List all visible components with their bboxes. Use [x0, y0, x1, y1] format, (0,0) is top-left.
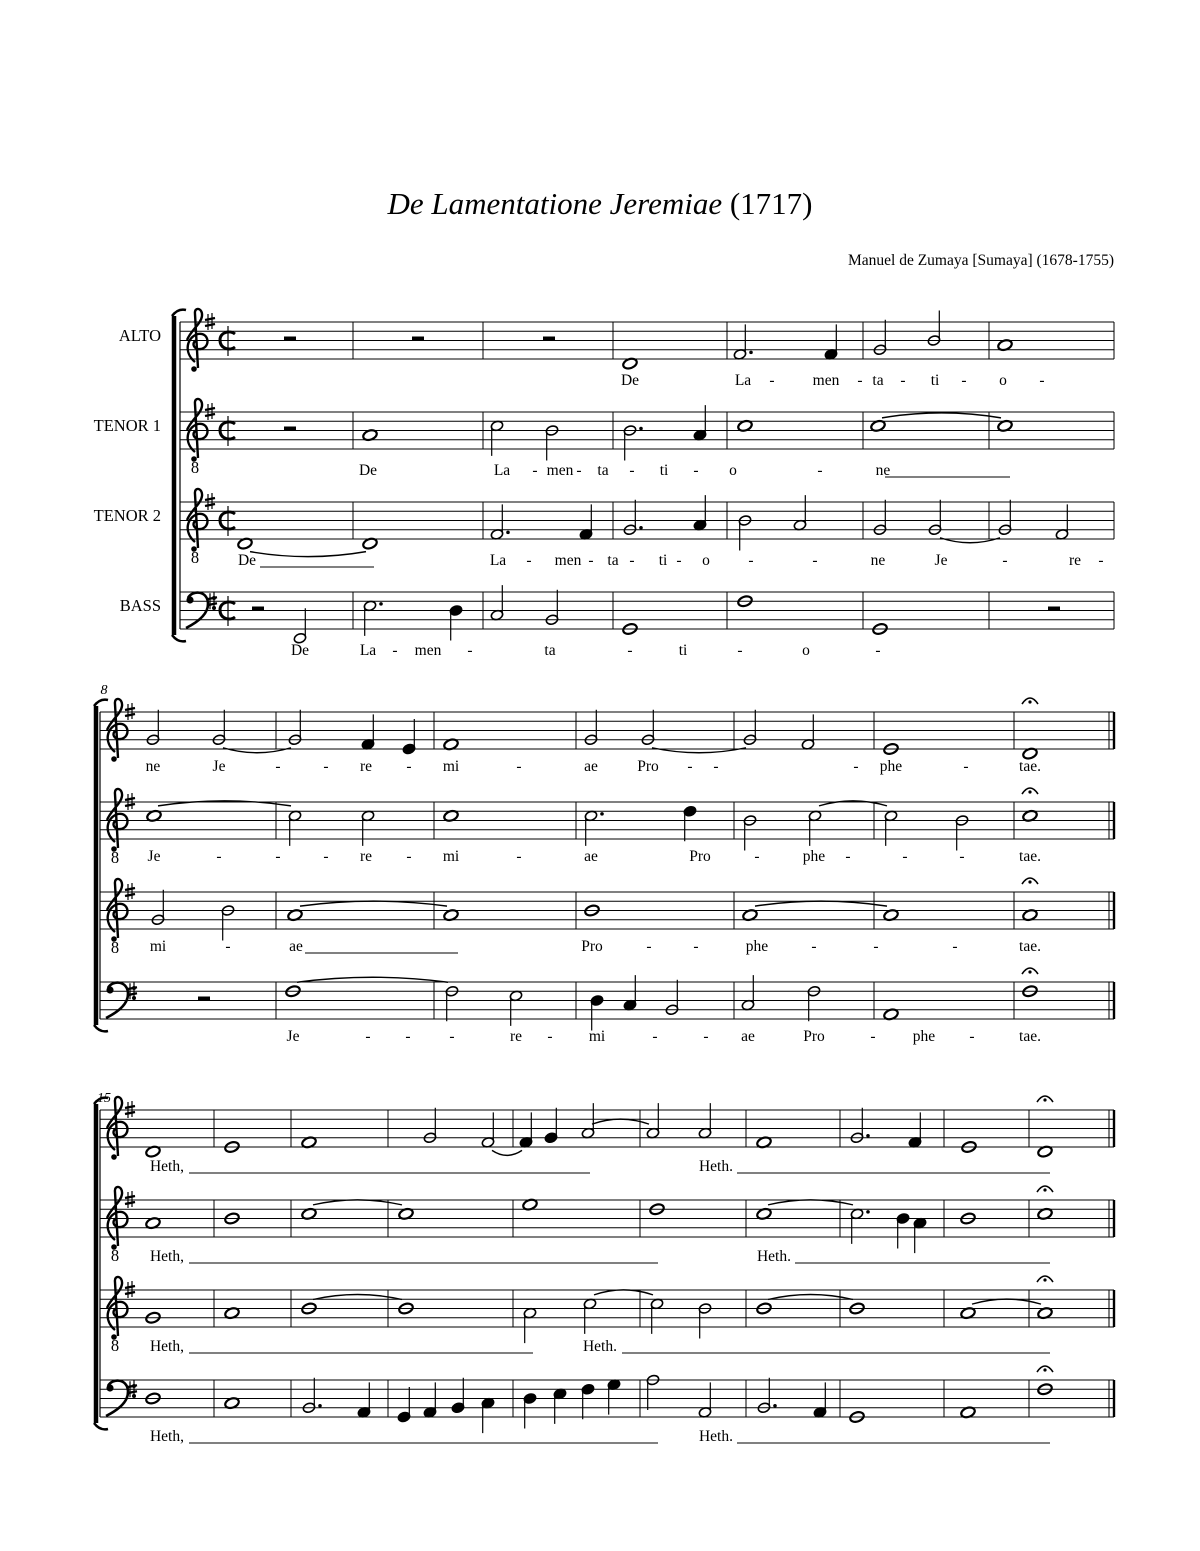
sharp-bar: [125, 888, 135, 890]
lyric-syllable: mi: [442, 848, 460, 865]
note: [641, 710, 655, 746]
lyric-syllable: -: [405, 1028, 411, 1045]
lyric-syllable: ta: [872, 372, 884, 389]
lyric-syllable: -: [737, 642, 743, 659]
lyric-syllable: -: [392, 642, 398, 659]
note: [623, 425, 643, 461]
sharp-bar: [125, 1106, 135, 1108]
note: [738, 515, 752, 551]
note: [646, 1374, 660, 1410]
treble-clef-icon: [107, 789, 127, 867]
sharp-bar: [205, 504, 215, 506]
lyric-syllable: Pro: [637, 758, 659, 775]
dot: [749, 351, 753, 355]
voice-label: ALTO: [118, 326, 161, 345]
lyric-syllable: re: [509, 1028, 523, 1045]
note: [793, 495, 807, 531]
lyric-syllable: -: [526, 552, 532, 569]
octave-mark: 8: [190, 548, 200, 567]
lyric-syllable: -: [627, 642, 633, 659]
note: [650, 1298, 664, 1334]
sharp-bar: [125, 1196, 135, 1198]
half-rest-icon: [284, 427, 296, 431]
note: [523, 1393, 537, 1429]
lyric-syllable: -: [963, 758, 969, 775]
lyric-syllable: -: [703, 1028, 709, 1045]
lyric-syllable: re: [359, 758, 373, 775]
lyric-syllable: ta: [607, 552, 619, 569]
fermata-dot: [1028, 970, 1031, 973]
lyric-syllable: Pro: [689, 848, 711, 865]
lyric-syllable: -: [853, 758, 859, 775]
note: [873, 500, 887, 536]
lyric-syllable: ti: [658, 552, 668, 569]
half-rest-icon: [198, 997, 210, 1001]
fermata-dot: [1043, 1278, 1046, 1281]
note: [449, 605, 463, 641]
note: [481, 1397, 495, 1433]
fermata-dot: [1028, 790, 1031, 793]
lyric-syllable: -: [873, 938, 879, 955]
treble-clef-dot: [111, 1154, 117, 1160]
sharp-bar: [205, 324, 215, 326]
lyric-syllable: -: [902, 848, 908, 865]
lyric-syllable: Heth,: [149, 1158, 185, 1175]
composer-credit: Manuel de Zumaya [Sumaya] (1678-1755): [847, 252, 1114, 269]
note: [423, 1108, 437, 1144]
sharp-bar: [125, 1112, 135, 1114]
lyric-syllable: Heth.: [698, 1158, 734, 1175]
note: [733, 324, 753, 360]
note: [523, 1307, 537, 1343]
tie: [882, 413, 1001, 418]
note: [683, 805, 697, 841]
lyric-syllable: -: [845, 848, 851, 865]
note: [151, 890, 165, 926]
sharp-bar: [205, 498, 215, 500]
note: [519, 1112, 533, 1148]
treble-clef-icon: [107, 1277, 127, 1355]
lyric-syllable: ti: [930, 372, 940, 389]
bass-clef-head: [106, 986, 113, 993]
note: [623, 500, 643, 536]
note: [481, 1112, 495, 1148]
half-rest-icon: [1048, 607, 1060, 611]
lyric-syllable: Heth.: [698, 1428, 734, 1445]
lyric-syllable: men: [554, 552, 582, 569]
sharp-bar: [125, 798, 135, 800]
lyric-syllable: ae: [584, 848, 598, 865]
note: [544, 1108, 558, 1144]
lyric-syllable: tae.: [1019, 758, 1041, 775]
lyric-syllable: ae: [584, 758, 598, 775]
note: [824, 324, 838, 360]
note: [363, 600, 383, 636]
lyric-syllable: -: [676, 552, 682, 569]
bass-clef-head: [186, 596, 193, 603]
note: [584, 710, 598, 746]
note: [590, 995, 604, 1031]
note: [545, 590, 559, 626]
note: [693, 405, 707, 441]
lyric-syllable: -: [449, 1028, 455, 1045]
bracket-bottom: [94, 1025, 108, 1031]
sharp-bar: [125, 894, 135, 896]
note: [607, 1379, 621, 1415]
lyric-syllable: -: [532, 462, 538, 479]
sharp-bar: [205, 414, 215, 416]
octave-mark: 8: [110, 1246, 120, 1265]
treble-clef-dot: [111, 756, 117, 762]
note: [445, 985, 459, 1021]
fermata-dot: [1043, 1098, 1046, 1101]
treble-clef-dot: [191, 366, 197, 372]
note: [1055, 504, 1069, 540]
lyric-syllable: phe: [912, 1028, 936, 1045]
fermata-dot: [1028, 880, 1031, 883]
note: [698, 1103, 712, 1139]
note: [896, 1213, 910, 1249]
lyric-syllable: Je: [212, 758, 226, 775]
bracket-bottom: [172, 635, 186, 641]
fermata-dot: [1043, 1368, 1046, 1371]
lyric-syllable: -: [1002, 552, 1008, 569]
lyric-syllable: Pro: [581, 938, 603, 955]
note: [397, 1387, 411, 1423]
tie: [313, 1200, 402, 1205]
lyric-syllable: -: [275, 848, 281, 865]
fermata-dot: [1043, 1188, 1046, 1191]
lyric-syllable: -: [467, 642, 473, 659]
lyric-syllable: -: [516, 848, 522, 865]
lyric-syllable: -: [323, 758, 329, 775]
note: [553, 1388, 567, 1424]
lyric-syllable: De: [620, 372, 640, 389]
lyric-syllable: phe: [802, 848, 826, 865]
lyric-syllable: -: [629, 462, 635, 479]
note: [288, 810, 302, 846]
note: [913, 1217, 927, 1253]
note: [146, 710, 160, 746]
sharp-bar: [205, 408, 215, 410]
lyric-syllable: -: [516, 758, 522, 775]
note: [490, 585, 504, 621]
lyric-syllable: phe: [879, 758, 903, 775]
note: [579, 504, 593, 540]
lyric-syllable: o: [999, 372, 1007, 389]
bass-clef-head: [106, 1384, 113, 1391]
bracket-top: [172, 310, 186, 316]
lyric-syllable: -: [1039, 372, 1045, 389]
note: [884, 810, 898, 846]
note: [955, 815, 969, 851]
octave-mark: 8: [190, 458, 200, 477]
lyric-syllable: -: [652, 1028, 658, 1045]
lyric-syllable: mi: [149, 938, 167, 955]
lyric-syllable: -: [959, 848, 965, 865]
lyric-syllable: -: [811, 938, 817, 955]
lyric-syllable: -: [748, 552, 754, 569]
note: [801, 714, 815, 750]
octave-mark: 8: [110, 848, 120, 867]
lyric-syllable: -: [1098, 552, 1104, 569]
note: [743, 710, 757, 746]
note: [490, 420, 504, 456]
lyric-syllable: -: [969, 1028, 975, 1045]
sharp-bar: [125, 1202, 135, 1204]
lyric-syllable: -: [693, 462, 699, 479]
voice-label: BASS: [119, 596, 161, 615]
lyric-syllable: -: [693, 938, 699, 955]
lyric-syllable: -: [817, 462, 823, 479]
lyric-syllable: La: [493, 462, 511, 479]
note: [743, 815, 757, 851]
dot: [379, 602, 383, 606]
octave-mark: 8: [110, 1336, 120, 1355]
tie: [300, 901, 447, 906]
half-rest-icon: [284, 337, 296, 341]
dot: [866, 1210, 870, 1214]
title-italic: De Lamentatione Jeremiae: [387, 186, 723, 221]
lyric-syllable: men: [812, 372, 840, 389]
measure-number: 8: [100, 683, 108, 698]
lyric-syllable: -: [900, 372, 906, 389]
note: [451, 1378, 465, 1414]
treble-clef-icon: [187, 489, 207, 567]
lyric-syllable: men: [414, 642, 442, 659]
lyric-syllable: re: [359, 848, 373, 865]
measure-number: 15: [97, 1091, 111, 1106]
note: [928, 500, 942, 536]
lyric-syllable: ti: [678, 642, 688, 659]
note: [623, 975, 637, 1011]
lyric-syllable: tae.: [1019, 938, 1041, 955]
note: [741, 975, 755, 1011]
dot: [639, 427, 643, 431]
lyric-syllable: ta: [544, 642, 556, 659]
voice-label: TENOR 2: [93, 506, 161, 525]
note: [361, 714, 375, 750]
note: [293, 608, 307, 644]
lyric-syllable: -: [857, 372, 863, 389]
lyric-syllable: -: [754, 848, 760, 865]
lyric-syllable: -: [365, 1028, 371, 1045]
note: [698, 1382, 712, 1418]
sharp-bar: [125, 1292, 135, 1294]
note: [581, 1103, 595, 1139]
note: [584, 810, 604, 846]
note: [850, 1208, 870, 1244]
half-rest-icon: [252, 607, 264, 611]
note: [693, 495, 707, 531]
note: [998, 500, 1012, 536]
lyric-syllable: Je: [286, 1028, 300, 1045]
lyric-syllable: Heth,: [149, 1338, 185, 1355]
note: [423, 1382, 437, 1418]
note: [646, 1103, 660, 1139]
note: [808, 810, 822, 846]
note: [221, 905, 235, 941]
treble-clef-icon: [107, 879, 127, 957]
lyric-syllable: Heth.: [756, 1248, 792, 1265]
note: [212, 710, 226, 746]
lyric-syllable: -: [629, 552, 635, 569]
sharp-bar: [125, 714, 135, 716]
tie: [972, 1299, 1041, 1304]
lyric-syllable: Je: [147, 848, 161, 865]
lyric-syllable: -: [576, 462, 582, 479]
note: [927, 311, 941, 347]
note: [698, 1303, 712, 1339]
lyric-syllable: -: [870, 1028, 876, 1045]
note: [850, 1108, 870, 1144]
lyric-syllable: -: [687, 758, 693, 775]
lyric-syllable: re: [1068, 552, 1082, 569]
dot: [318, 1404, 322, 1408]
tie: [492, 1150, 522, 1155]
lyric-syllable: ne: [145, 758, 161, 775]
score-text: [94, 326, 1104, 1445]
lyric-syllable: Je: [934, 552, 948, 569]
lyric-syllable: -: [216, 848, 222, 865]
note: [490, 504, 510, 540]
tie: [594, 1290, 653, 1295]
dot: [773, 1404, 777, 1408]
lyric-syllable: men: [546, 462, 574, 479]
note: [361, 810, 375, 846]
lyric-syllable: o: [729, 462, 737, 479]
tie: [755, 901, 887, 906]
half-rest-icon: [412, 337, 424, 341]
lyric-syllable: -: [646, 938, 652, 955]
note: [402, 719, 416, 755]
note: [302, 1378, 322, 1414]
treble-clef-icon: [107, 1187, 127, 1265]
lyric-syllable: -: [961, 372, 967, 389]
dot: [639, 526, 643, 530]
lyric-syllable: -: [769, 372, 775, 389]
fermata-dot: [1028, 700, 1031, 703]
dot: [506, 531, 510, 535]
lyric-syllable: mi: [442, 758, 460, 775]
lyric-syllable: -: [547, 1028, 553, 1045]
lyric-syllable: -: [406, 758, 412, 775]
lyric-syllable: ne: [870, 552, 886, 569]
lyric-syllable: ta: [597, 462, 609, 479]
lyric-syllable: tae.: [1019, 848, 1041, 865]
lyric-syllable: o: [702, 552, 710, 569]
half-rest-icon: [543, 337, 555, 341]
lyric-syllable: -: [875, 642, 881, 659]
note: [545, 425, 559, 461]
note: [581, 1383, 595, 1419]
lyric-syllable: -: [588, 552, 594, 569]
lyric-syllable: -: [812, 552, 818, 569]
lyric-syllable: De: [237, 552, 257, 569]
lyric-syllable: La: [734, 372, 752, 389]
lyric-syllable: phe: [745, 938, 769, 955]
title-year: (1717): [722, 186, 813, 221]
lyric-syllable: mi: [588, 1028, 606, 1045]
lyric-syllable: Heth,: [149, 1248, 185, 1265]
lyric-syllable: ae: [741, 1028, 755, 1045]
sharp-bar: [205, 318, 215, 320]
lyric-syllable: ne: [875, 462, 891, 479]
lyric-syllable: La: [489, 552, 507, 569]
bracket-bottom: [94, 1423, 108, 1429]
lyric-syllable: -: [323, 848, 329, 865]
lyric-syllable: -: [952, 938, 958, 955]
lyric-syllable: -: [225, 938, 231, 955]
lyric-syllable: Heth.: [582, 1338, 618, 1355]
treble-clef-icon: [187, 399, 207, 477]
note: [583, 1298, 597, 1334]
note: [288, 710, 302, 746]
note: [908, 1112, 922, 1148]
note: [357, 1382, 371, 1418]
lyric-syllable: Heth,: [149, 1428, 185, 1445]
sharp-bar: [125, 804, 135, 806]
bracket-top: [94, 700, 108, 706]
sharp-bar: [125, 708, 135, 710]
note: [757, 1378, 777, 1414]
note: [873, 320, 887, 356]
lyric-syllable: -: [275, 758, 281, 775]
lyric-syllable: De: [290, 642, 310, 659]
note: [807, 985, 821, 1021]
lyric-syllable: La: [359, 642, 377, 659]
tie: [250, 552, 366, 557]
dot: [866, 1134, 870, 1138]
voice-label: TENOR 1: [93, 416, 161, 435]
note: [509, 990, 523, 1026]
lyric-syllable: tae.: [1019, 1028, 1041, 1045]
sharp-bar: [125, 1286, 135, 1288]
dot: [600, 812, 604, 816]
octave-mark: 8: [110, 938, 120, 957]
lyric-syllable: Pro: [803, 1028, 825, 1045]
lyric-syllable: ae: [289, 938, 303, 955]
note: [813, 1382, 827, 1418]
lyric-syllable: -: [713, 758, 719, 775]
lyric-syllable: o: [802, 642, 810, 659]
lyric-syllable: ti: [659, 462, 669, 479]
lyric-syllable: -: [406, 848, 412, 865]
lyric-syllable: De: [358, 462, 378, 479]
note: [665, 980, 679, 1016]
